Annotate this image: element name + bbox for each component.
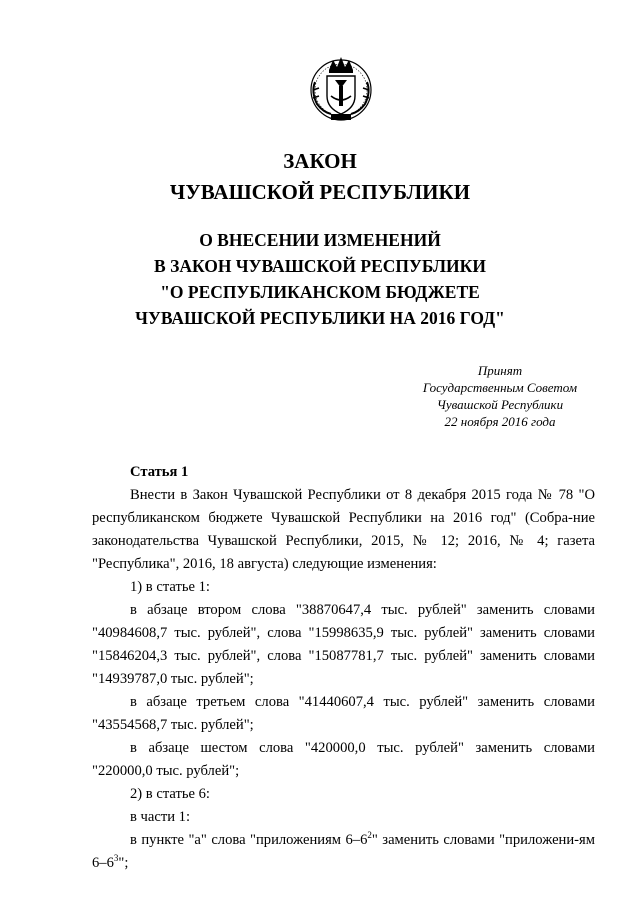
law-subtitle-line-1: О ВНЕСЕНИИ ИЗМЕНЕНИЙ: [199, 230, 441, 250]
article-heading: Статья 1: [130, 464, 189, 480]
law-body: [92, 461, 595, 875]
superscript-3: 3: [113, 853, 119, 863]
law-subtitle: [0, 227, 640, 331]
law-subtitle-line-3: "О РЕСПУБЛИКАНСКОМ БЮДЖЕТЕ: [160, 282, 480, 302]
point-a-text-1: в пункте "а" слова "приложениям 6–6: [130, 832, 368, 848]
adoption-note-line-1: Принят: [477, 363, 523, 378]
law-subtitle-line-4: ЧУВАШСКОЙ РЕСПУБЛИКИ НА 2016 ГОД": [135, 308, 505, 328]
law-title-line-2: ЧУВАШСКОЙ РЕСПУБЛИКИ: [169, 180, 471, 204]
point-a-text-2: " заменить словами "приложени-ям 6–6: [92, 832, 595, 871]
adoption-note: [380, 362, 620, 430]
item-1-paragraph-second: в абзаце втором слова "38870647,4 тыс. рублей" заменить словами "40984608,7 тыс. рублей", слова "15998635,9 тыс. рублей" заменить словами "15846204,3 тыс. рублей", слова "15087781,7 тыс. рублей" заменить словами "14939787,0 тыс. рублей";: [92, 602, 595, 687]
item-2-part-1: в части 1:: [130, 809, 191, 825]
point-a-text-3: ";: [118, 855, 129, 871]
item-2-point-a: [92, 829, 595, 875]
chuvash-republic-coat-of-arms-icon: [305, 52, 377, 126]
adoption-note-line-2: Государственным Советом: [422, 380, 578, 395]
law-title: [0, 146, 640, 208]
adoption-date: 22 ноября 2016 года: [444, 414, 556, 429]
item-1-paragraph-third: в абзаце третьем слова "41440607,4 тыс. рублей" заменить словами "43554568,7 тыс. рублей";: [92, 694, 595, 733]
article-intro-paragraph: Внести в Закон Чувашской Республики от 8 декабря 2015 года № 78 "О республиканском бюджете Чувашской Республики на 2016 год" (Собра-ние законодательства Чувашской Республики, 2015, № 12; 2016, № 4; газета "Республика", 2016, 18 августа) следующие изменения:: [92, 487, 595, 572]
item-1-paragraph-sixth: в абзаце шестом слова "420000,0 тыс. рублей" заменить словами "220000,0 тыс. рублей";: [92, 740, 595, 779]
adoption-note-line-3: Чувашской Республики: [436, 397, 564, 412]
item-2-heading: 2) в статье 6:: [130, 786, 210, 802]
law-subtitle-line-2: В ЗАКОН ЧУВАШСКОЙ РЕСПУБЛИКИ: [154, 256, 486, 276]
law-title-line-1: ЗАКОН: [283, 149, 357, 173]
item-1-heading: 1) в статье 1:: [130, 579, 210, 595]
superscript-2: 2: [367, 830, 372, 840]
